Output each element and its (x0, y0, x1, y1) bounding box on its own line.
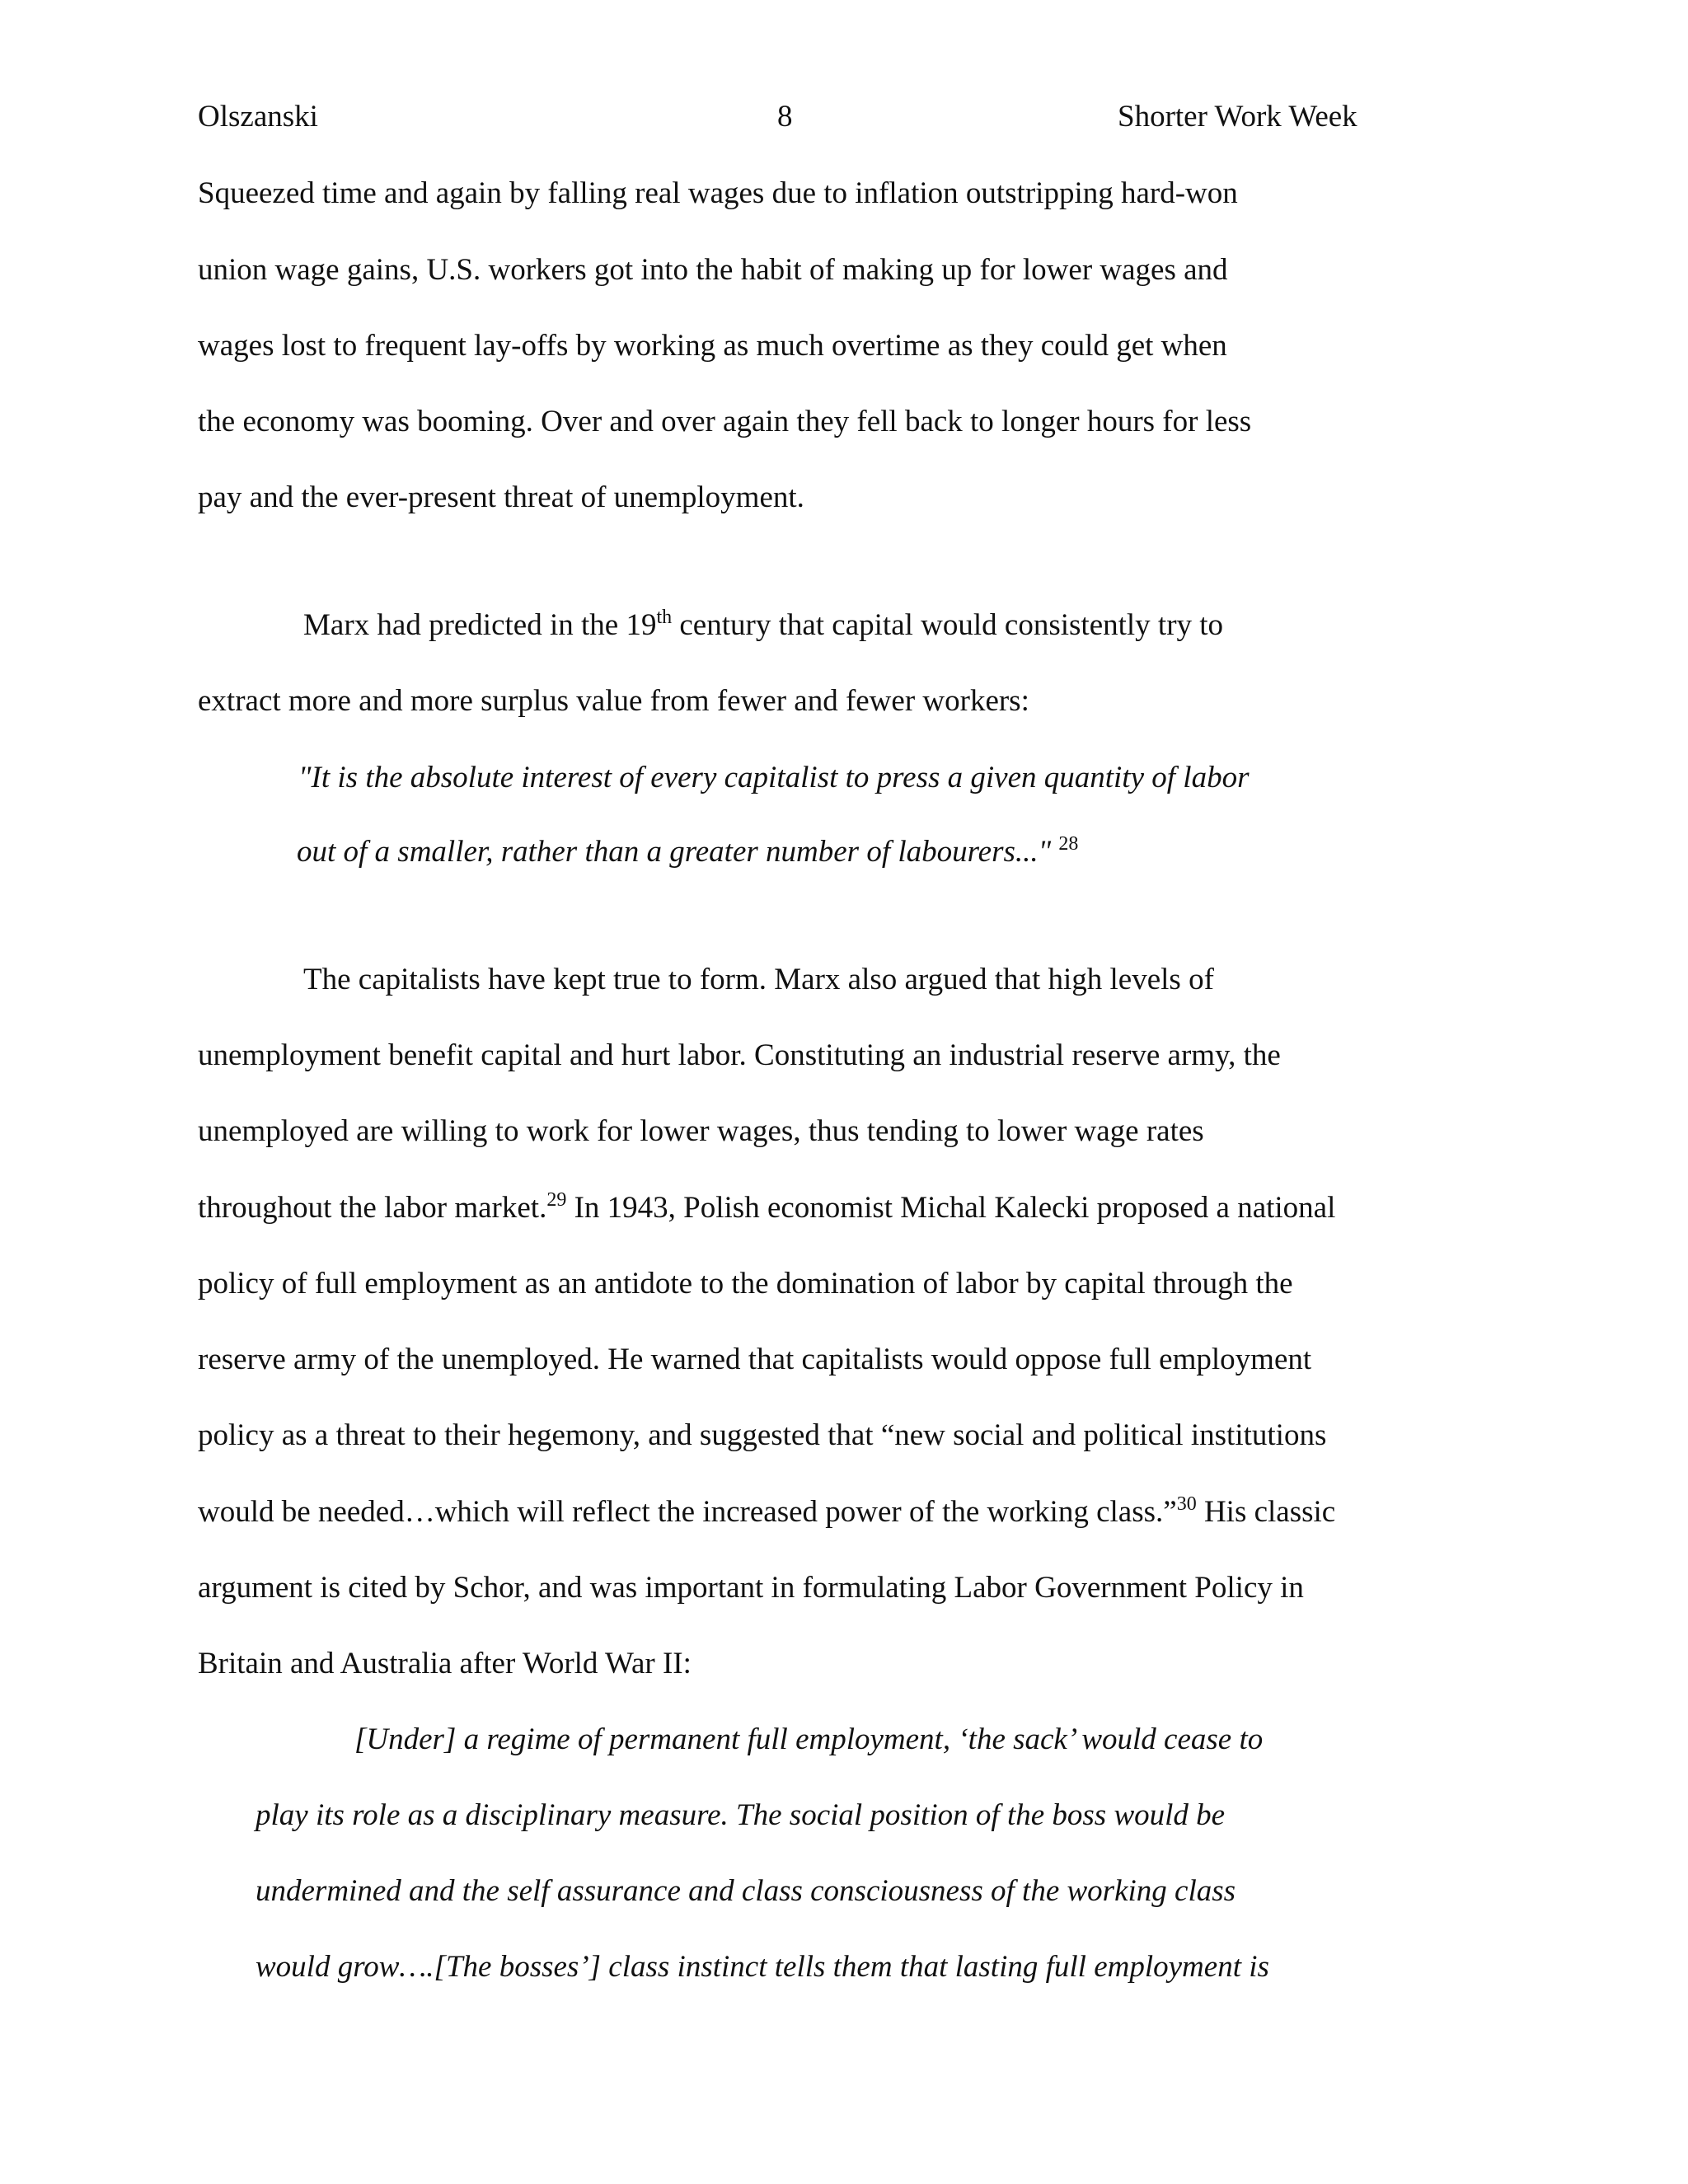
paragraph-3-line-9: argument is cited by Schor, and was important in formulating Labor Government Policy in (198, 1571, 1304, 1605)
footnote-ref-30: 30 (1176, 1493, 1197, 1515)
paragraph-3-line-3: unemployed are willing to work for lower wages, thus tending to lower wage rates (198, 1114, 1204, 1148)
paragraph-2-line-2: extract more and more surplus value from fewer and fewer workers: (198, 684, 1029, 718)
text-run: century that capital would consistently try to (672, 608, 1224, 642)
block-quote-2-line-1: [Under] a regime of permanent full employment, ‘the sack’ would cease to (354, 1722, 1264, 1756)
paragraph-2-line-1 (303, 606, 1223, 645)
paragraph-1-line-3: wages lost to frequent lay-offs by working as much overtime as they could get when (198, 329, 1227, 363)
paragraph-3-line-8 (198, 1493, 1335, 1532)
paragraph-1-line-5: pay and the ever-present threat of unemployment. (198, 480, 804, 514)
header-short-title: Shorter Work Week (1118, 100, 1357, 134)
paragraph-3-line-4 (198, 1188, 1335, 1228)
paragraph-3-line-7: policy as a threat to their hegemony, and suggested that “new social and political institutions (198, 1418, 1327, 1452)
paragraph-3-line-1: The capitalists have kept true to form. Marx also argued that high levels of (303, 963, 1214, 996)
header-page-number: 8 (777, 100, 793, 134)
text-run: In 1943, Polish economist Michal Kalecki proposed a national (566, 1191, 1336, 1225)
text-run: throughout the labor market. (198, 1191, 547, 1225)
footnote-ref-28: 28 (1058, 833, 1079, 855)
paragraph-1-line-2: union wage gains, U.S. workers got into the habit of making up for lower wages and (198, 253, 1228, 287)
paragraph-1-line-4: the economy was booming. Over and over again they fell back to longer hours for less (198, 405, 1252, 438)
block-quote-1-line-1: "It is the absolute interest of every capitalist to press a given quantity of labor (298, 761, 1250, 794)
text-run: His classic (1196, 1495, 1336, 1529)
header-author: Olszanski (198, 100, 318, 134)
block-quote-2-line-2: play its role as a disciplinary measure. The social position of the boss would be (256, 1798, 1226, 1832)
paragraph-3-line-5: policy of full employment as an antidote to the domination of labor by capital through the (198, 1267, 1293, 1301)
block-quote-1-line-2 (297, 832, 1078, 872)
quote-text: out of a smaller, rather than a greater number of labourers..." (297, 835, 1059, 869)
text-run: would be needed…which will reflect the increased power of the working class.” (198, 1495, 1177, 1529)
paragraph-3-line-6: reserve army of the unemployed. He warned that capitalists would oppose full employment (198, 1343, 1312, 1376)
paragraph-3-line-2: unemployment benefit capital and hurt labor. Constituting an industrial reserve army, the (198, 1038, 1281, 1072)
footnote-ref-29: 29 (546, 1189, 567, 1211)
paragraph-3-line-10: Britain and Australia after World War II: (198, 1647, 692, 1680)
superscript: th (656, 607, 673, 628)
block-quote-2-line-3: undermined and the self assurance and class consciousness of the working class (256, 1874, 1236, 1908)
paragraph-1-line-1: Squeezed time and again by falling real wages due to inflation outstripping hard-won (198, 176, 1238, 210)
text-run: Marx had predicted in the 19 (303, 608, 657, 642)
block-quote-2-line-4: would grow….[The bosses’] class instinct tells them that lasting full employment is (256, 1950, 1269, 1984)
